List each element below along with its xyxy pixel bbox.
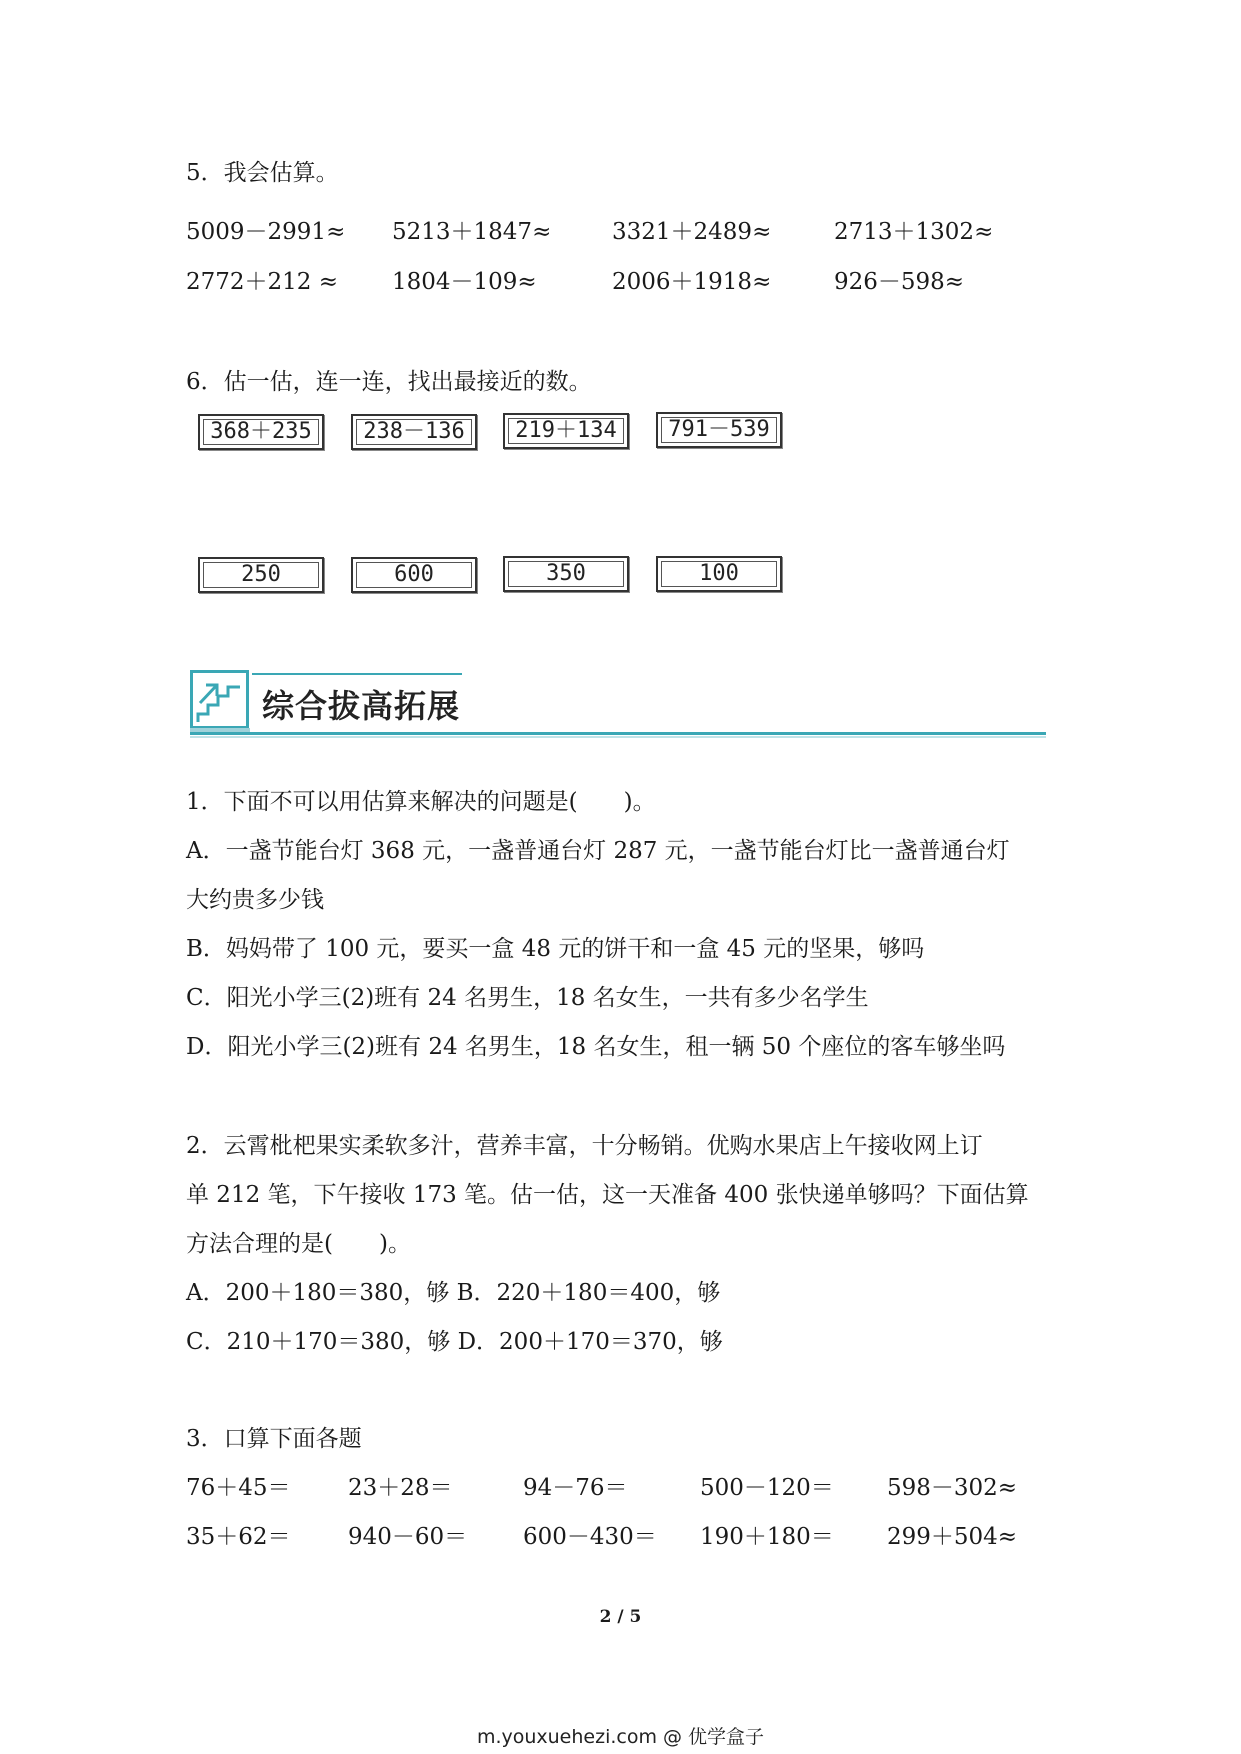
mental-1-4: 500－120＝ xyxy=(700,1475,834,1501)
page-number: 2 / 5 xyxy=(599,1607,642,1627)
answer-box[interactable] xyxy=(656,556,782,592)
estimate-2-3: 2006＋1918≈ xyxy=(612,269,772,295)
estimate-1-1: 5009－2991≈ xyxy=(186,219,346,245)
banner-bottom-line xyxy=(190,732,1046,735)
estimate-1-3: 3321＋2489≈ xyxy=(612,219,772,245)
q1-option-d: D．阳光小学三(2)班有 24 名男生，18 名女生，租一辆 50 个座位的客车够坐吗 xyxy=(186,1034,1006,1060)
q1-option-a: A．一盏节能台灯 368 元，一盏普通台灯 287 元，一盏节能台灯比一盏普通台灯 xyxy=(186,838,1010,864)
mental-1-1: 76＋45＝ xyxy=(186,1475,291,1501)
q3-title: 3．口算下面各题 xyxy=(186,1426,362,1452)
mental-2-3: 600－430＝ xyxy=(523,1524,657,1550)
q1-stem: 1．下面不可以用估算来解决的问题是( )。 xyxy=(186,789,656,815)
mental-2-1: 35＋62＝ xyxy=(186,1524,291,1550)
estimate-1-4: 2713＋1302≈ xyxy=(834,219,994,245)
banner-top-line xyxy=(252,673,462,675)
footer-watermark[interactable]: m.youxuehezi.com @ 优学盒子 xyxy=(476,1726,765,1748)
q2-line3: 方法合理的是( )。 xyxy=(186,1231,411,1257)
stairs-icon xyxy=(190,670,250,732)
estimate-2-4: 926－598≈ xyxy=(834,269,965,295)
answer-box[interactable] xyxy=(351,557,477,593)
banner-title: 综合拔高拓展 xyxy=(262,687,461,725)
answer-box[interactable] xyxy=(503,556,629,592)
expression-text: 238－136 xyxy=(363,419,465,444)
expression-box[interactable] xyxy=(503,413,629,449)
answer-box[interactable] xyxy=(198,557,324,593)
section5-title: 5．我会估算。 xyxy=(186,160,339,186)
expression-text: 368＋235 xyxy=(210,419,312,444)
q2-line1: 2．云霄枇杷果实柔软多汁，营养丰富，十分畅销。优购水果店上午接收网上订 xyxy=(186,1133,983,1159)
expression-text: 219＋134 xyxy=(515,418,617,443)
estimate-2-1: 2772＋212 ≈ xyxy=(186,269,339,295)
mental-1-2: 23＋28＝ xyxy=(348,1475,453,1501)
expression-text: 791－539 xyxy=(668,417,770,442)
banner-bottom-shadow xyxy=(190,736,1046,738)
mental-2-4: 190＋180＝ xyxy=(700,1524,834,1550)
q2-line2: 单 212 笔，下午接收 173 笔。估一估，这一天准备 400 张快递单够吗？下面估算 xyxy=(186,1182,1029,1208)
section6-title: 6．估一估，连一连，找出最接近的数。 xyxy=(186,369,592,395)
mental-2-5: 299＋504≈ xyxy=(887,1524,1018,1550)
answer-text: 600 xyxy=(394,562,434,587)
expression-box[interactable] xyxy=(351,414,477,450)
q1-option-c: C．阳光小学三(2)班有 24 名男生，18 名女生，一共有多少名学生 xyxy=(186,985,869,1011)
q1-option-b: B．妈妈带了 100 元，要买一盒 48 元的饼干和一盒 45 元的坚果，够吗 xyxy=(186,936,925,962)
mental-1-3: 94－76＝ xyxy=(523,1475,628,1501)
q2-options-ab: A．200＋180＝380，够 B．220＋180＝400，够 xyxy=(186,1280,721,1306)
estimate-1-2: 5213＋1847≈ xyxy=(392,219,552,245)
expression-box[interactable] xyxy=(198,414,324,450)
mental-1-5: 598－302≈ xyxy=(887,1475,1018,1501)
answer-text: 350 xyxy=(546,561,586,586)
q1-option-a-cont: 大约贵多少钱 xyxy=(186,887,324,913)
answer-text: 100 xyxy=(699,561,739,586)
answer-text: 250 xyxy=(241,562,281,587)
q2-options-cd: C．210＋170＝380，够 D．200＋170＝370，够 xyxy=(186,1329,723,1355)
expression-box[interactable] xyxy=(656,412,782,448)
mental-2-2: 940－60＝ xyxy=(348,1524,468,1550)
estimate-2-2: 1804－109≈ xyxy=(392,269,537,295)
